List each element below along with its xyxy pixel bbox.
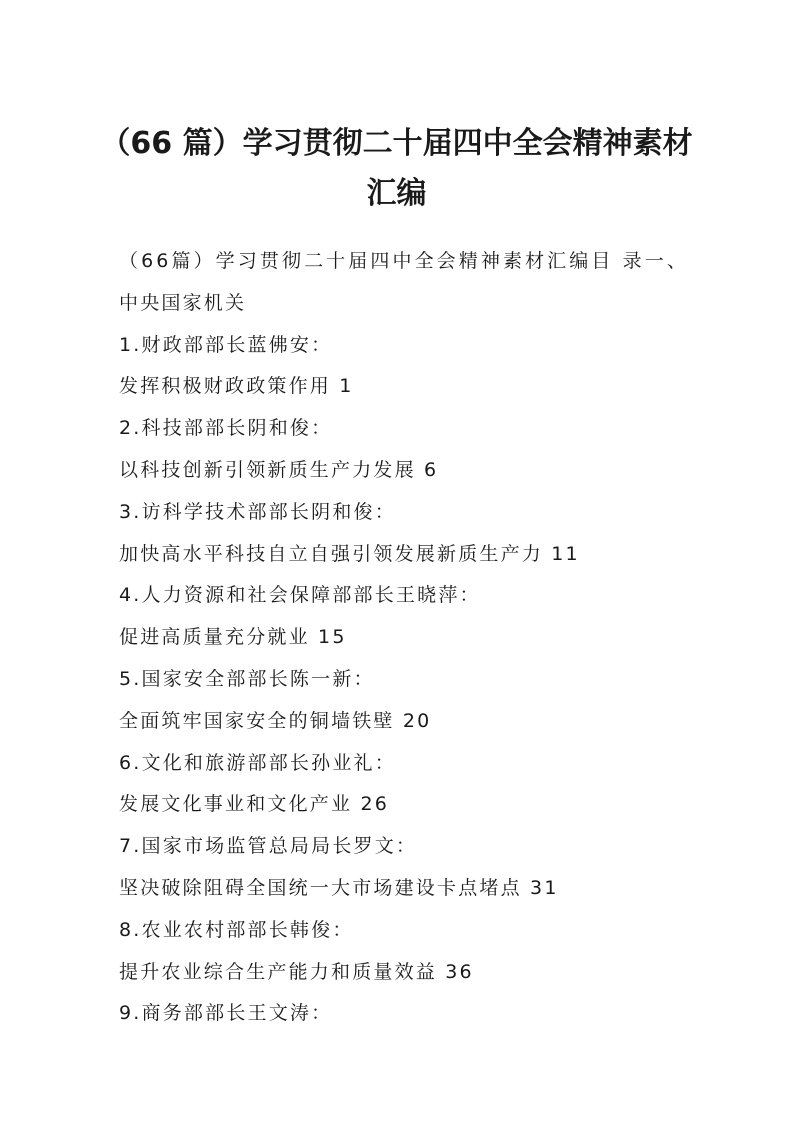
document-title-line-1: （66 篇）学习贯彻二十届四中全会精神素材 [100, 126, 693, 161]
toc-article-line: 以科技创新引领新质生产力发展 6 [119, 458, 439, 481]
toc-article-line: 加快高水平科技自立自强引领发展新质生产力 11 [119, 542, 580, 565]
toc-author-line: 3.访科学技术部部长阴和俊： [119, 500, 396, 523]
toc-intro-line: （66篇）学习贯彻二十届四中全会精神素材汇编目 录一、 [119, 250, 689, 272]
toc-article-line: 发挥积极财政政策作用 1 [119, 375, 354, 398]
toc-article-line: 发展文化事业和文化产业 26 [119, 793, 390, 816]
toc-author-line: 6.文化和旅游部部长孙业礼： [119, 751, 396, 774]
document-title-line-2: 汇编 [366, 176, 427, 211]
toc-article-line: 坚决破除阻碍全国统一大市场建设卡点堵点 31 [119, 876, 559, 899]
toc-section-heading: 中央国家机关 [119, 291, 247, 314]
toc-author-line: 2.科技部部长阴和俊： [119, 417, 333, 440]
toc-author-line: 8.农业农村部部长韩俊： [119, 918, 354, 941]
table-of-contents [119, 245, 699, 1039]
toc-article-line: 提升农业综合生产能力和质量效益 36 [119, 960, 474, 983]
toc-article-line: 全面筑牢国家安全的铜墙铁壁 20 [119, 709, 432, 732]
toc-author-line: 4.人力资源和社会保障部部长王晓萍： [119, 584, 481, 607]
toc-author-line: 7.国家市场监管总局局长罗文： [119, 835, 418, 858]
toc-author-line: 5.国家安全部部长陈一新： [119, 667, 375, 690]
toc-author-line: 1.财政部部长蓝佛安： [119, 333, 333, 356]
toc-author-line: 9.商务部部长王文涛： [119, 1002, 333, 1025]
toc-article-line: 促进高质量充分就业 15 [119, 626, 347, 649]
